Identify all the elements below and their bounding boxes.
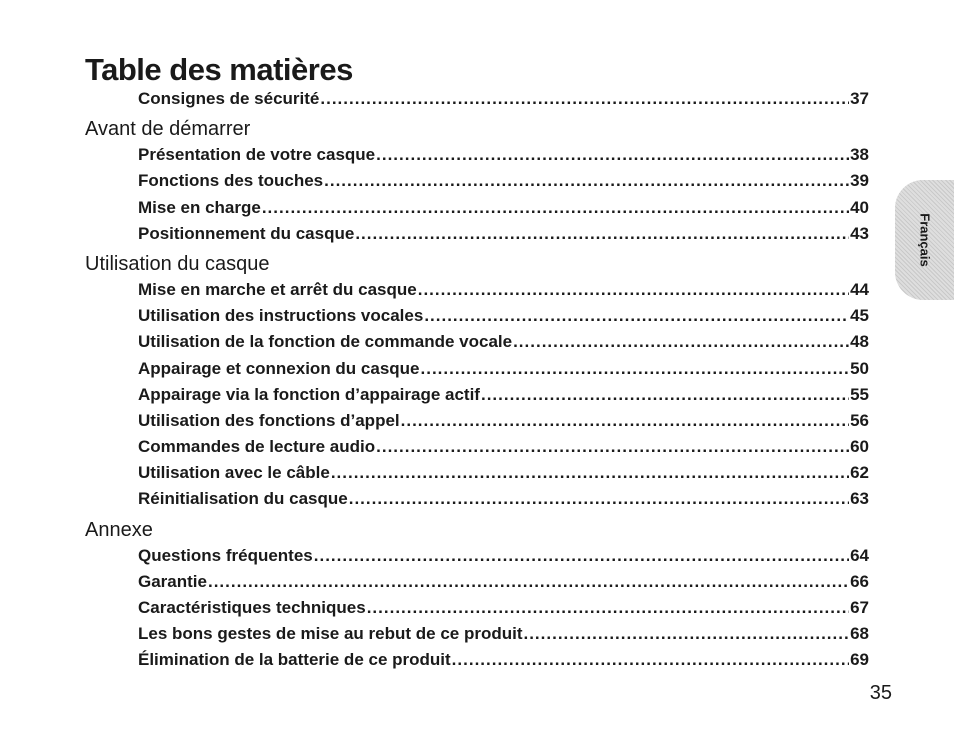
toc-entry[interactable] — [138, 168, 869, 194]
toc-entry-label: Les bons gestes de mise au rebut de ce produit — [138, 624, 523, 644]
toc-entry[interactable] — [138, 86, 869, 112]
toc-entry[interactable] — [138, 382, 869, 408]
toc-entry-page: 63 — [850, 489, 869, 509]
toc-entry[interactable] — [138, 408, 869, 434]
toc-entry-label: Appairage et connexion du casque — [138, 358, 420, 378]
toc-entry[interactable] — [138, 303, 869, 329]
toc-entry-page: 64 — [850, 545, 869, 565]
dot-leader — [418, 277, 849, 303]
toc-entry-label: Utilisation de la fonction de commande vocale — [138, 332, 513, 352]
language-tab — [895, 180, 954, 300]
toc-entry-page: 48 — [850, 332, 869, 352]
toc-entry-page: 69 — [850, 650, 869, 670]
toc-entry-page: 39 — [850, 171, 869, 191]
dot-leader — [376, 434, 849, 460]
dot-leader — [424, 303, 849, 329]
toc-entry-page: 43 — [850, 223, 869, 243]
toc-entry-page: 68 — [850, 624, 869, 644]
toc-entry[interactable] — [138, 569, 869, 595]
dot-leader — [401, 408, 849, 434]
dot-leader — [262, 195, 849, 221]
toc-entry[interactable] — [138, 595, 869, 621]
dot-leader — [324, 168, 849, 194]
toc-section-heading: Avant de démarrer — [85, 118, 251, 141]
dot-leader — [376, 142, 849, 168]
toc-section-heading: Annexe — [85, 518, 153, 541]
dot-leader — [421, 356, 850, 382]
toc-entry-label: Appairage via la fonction d’appairage actif — [138, 384, 480, 404]
toc-section-heading: Utilisation du casque — [85, 252, 270, 275]
toc-entry[interactable] — [138, 221, 869, 247]
toc-entry-label: Commandes de lecture audio — [138, 437, 376, 457]
toc-entry[interactable] — [138, 486, 869, 512]
toc-entry-page: 56 — [850, 410, 869, 430]
toc-entry-label: Présentation de votre casque — [138, 145, 376, 165]
toc-entry-page: 37 — [850, 89, 869, 108]
toc-entry[interactable] — [138, 142, 869, 168]
toc-entry-label: Mise en charge — [138, 197, 261, 217]
toc-entry-page: 62 — [850, 463, 869, 483]
toc-entry[interactable] — [138, 621, 869, 647]
dot-leader — [320, 86, 849, 112]
toc-entry[interactable] — [138, 434, 869, 460]
toc-entry-page: 40 — [850, 197, 869, 217]
page-title: Table des matières — [85, 52, 353, 87]
toc-entry-label: Fonctions des touches — [138, 171, 324, 191]
table-of-contents — [85, 86, 869, 674]
toc-entry-label: Utilisation des instructions vocales — [138, 306, 424, 326]
dot-leader — [367, 595, 849, 621]
toc-entry[interactable] — [138, 329, 869, 355]
toc-entry-page: 44 — [850, 279, 869, 299]
toc-entry-page: 66 — [850, 571, 869, 591]
toc-entry[interactable] — [138, 277, 869, 303]
dot-leader — [481, 382, 849, 408]
toc-entry-label: Élimination de la batterie de ce produit — [138, 650, 451, 670]
toc-entry-page: 55 — [850, 384, 869, 404]
toc-entry[interactable] — [138, 195, 869, 221]
dot-leader — [355, 221, 849, 247]
page-number: 35 — [869, 682, 892, 704]
toc-entry-label: Questions fréquentes — [138, 545, 313, 565]
dot-leader — [523, 621, 849, 647]
toc-entry-label: Utilisation avec le câble — [138, 463, 330, 483]
toc-entry-page: 45 — [850, 306, 869, 326]
toc-entry-label: Mise en marche et arrêt du casque — [138, 279, 417, 299]
dot-leader — [314, 543, 849, 569]
toc-entry-label: Positionnement du casque — [138, 223, 355, 243]
toc-entry[interactable] — [138, 647, 869, 673]
dot-leader — [208, 569, 849, 595]
dot-leader — [513, 329, 849, 355]
toc-entry-label: Caractéristiques techniques — [138, 598, 366, 617]
language-tab-label: Français — [917, 213, 932, 267]
toc-entry-page: 50 — [850, 358, 869, 378]
dot-leader — [331, 460, 849, 486]
toc-entry[interactable] — [138, 356, 869, 382]
dot-leader — [452, 647, 849, 673]
toc-entry-page: 60 — [850, 437, 869, 457]
toc-entry-label: Garantie — [138, 571, 207, 591]
toc-entry[interactable] — [138, 460, 869, 486]
toc-entry-label: Réinitialisation du casque — [138, 489, 348, 509]
toc-entry-label: Utilisation des fonctions d’appel — [138, 410, 400, 430]
dot-leader — [349, 486, 849, 512]
toc-entry-page: 38 — [850, 145, 869, 165]
toc-entry[interactable] — [138, 543, 869, 569]
toc-entry-label: Consignes de sécurité — [138, 89, 320, 108]
toc-entry-page: 67 — [850, 598, 869, 617]
